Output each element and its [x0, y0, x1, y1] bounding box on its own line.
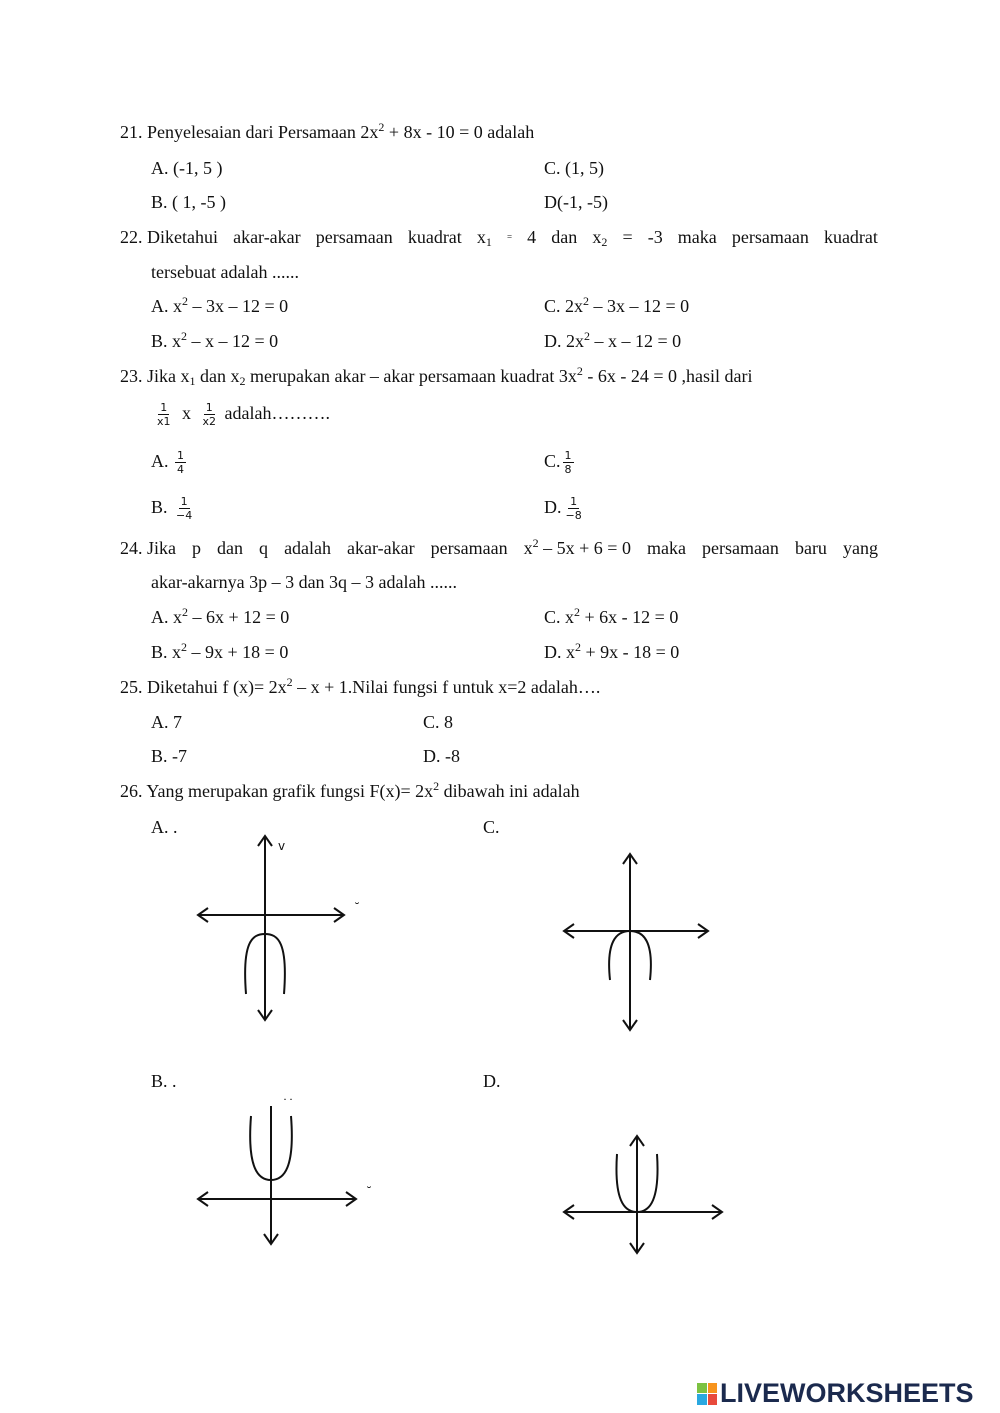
liveworksheets-logo-text: LIVEWORKSHEETS: [720, 1378, 974, 1408]
q21-stem: 21. Penyelesaian dari Persamaan $2x^2 + 8x - 10 = 0$ adalah: [120, 120, 535, 142]
q23-option-a[interactable]: A. $\frac{1}{4}$: [151, 449, 184, 477]
q23-stem-line1: 23. Jika $x_1$ dan $x_2$ merupakan akar – akar persamaan kuadrat $3x^2 - 6x - 24 = 0$ ,hasil dari: [120, 364, 753, 388]
q21-option-d[interactable]: D(-1, -5): [544, 192, 608, 212]
graph-option-c[interactable]: [560, 850, 740, 1035]
q24-stem-line2: akar-akarnya 3p – 3 dan 3q – 3 adalah ......: [151, 572, 458, 592]
q25-option-a[interactable]: A. 7: [151, 712, 182, 732]
q22-option-b[interactable]: B. $x^2 - x - 12 = 0$: [151, 329, 279, 351]
q24-stem-line1: 24. Jika p dan q adalah akar-akar persamaan $x^2 - 5x + 6 = 0$ maka persamaan baru yang: [120, 536, 878, 558]
q21-option-a[interactable]: A. (-1, 5 ): [151, 158, 223, 178]
q24-option-a[interactable]: A. $x^2 - 6x + 12 = 0$: [151, 605, 290, 627]
q23-stem-line2: $\frac{1}{x1}$ x $\frac{1}{x2}$ adalah……….: [157, 401, 330, 429]
q24-option-d[interactable]: D. $x^2 + 9x - 18 = 0$: [544, 640, 680, 662]
graph-option-b[interactable]: [192, 1097, 377, 1252]
q25-option-b[interactable]: B. -7: [151, 746, 187, 766]
q22-stem-line1: 22. Diketahui akar-akar persamaan kuadrat $x_1$ = 4 dan $x_2$ = -3 maka persamaan kuadrat: [120, 227, 878, 249]
liveworksheets-logo: [697, 1378, 974, 1409]
y-axis-label: ˙˙: [282, 1097, 294, 1111]
q22-option-c[interactable]: C. $2x^2 - 3x - 12 = 0$: [544, 294, 690, 316]
q26-option-c-label[interactable]: C.: [483, 817, 500, 837]
q22-option-a[interactable]: A. $x^2 - 3x - 12 = 0$: [151, 294, 289, 316]
graph-option-d[interactable]: [560, 1132, 730, 1257]
liveworksheets-logo-icon: [697, 1383, 717, 1405]
graph-option-a[interactable]: [190, 832, 370, 1032]
q22-option-d[interactable]: D. $2x^2 - x - 12 = 0$: [544, 329, 682, 351]
q21-option-c[interactable]: C. (1, 5): [544, 158, 604, 178]
q24-option-c[interactable]: C. $x^2 + 6x - 12 = 0$: [544, 605, 679, 627]
q26-option-a-label[interactable]: A. .: [151, 817, 178, 837]
fraction-1-over-x2: $\frac{1}{x2}$: [202, 401, 217, 429]
x-axis-label: ˘: [366, 1185, 372, 1199]
q24-option-b[interactable]: B. $x^2 - 9x + 18 = 0$: [151, 640, 289, 662]
q21-option-b[interactable]: B. ( 1, -5 ): [151, 192, 226, 212]
q23-option-b[interactable]: B. $\frac{1}{-4}$: [151, 495, 193, 523]
q23-option-c[interactable]: C. $\frac{1}{8}$: [544, 449, 572, 477]
x-axis-label: ˘: [354, 901, 360, 915]
q25-stem: 25. Diketahui f $(x)= 2x^2 - x$ + 1.Nilai fungsi f untuk x=2 adalah….: [120, 675, 601, 697]
q26-stem: 26. Yang merupakan grafik fungsi $F(x)= 2x^2$ dibawah ini adalah: [120, 779, 580, 801]
q26-option-b-label[interactable]: B. .: [151, 1071, 177, 1091]
fraction-1-over-x1: $\frac{1}{x1}$: [157, 401, 171, 429]
y-axis-label: v: [278, 839, 286, 853]
q23-option-d[interactable]: D. $\frac{1}{-8}$: [544, 495, 582, 523]
q25-option-d[interactable]: D. -8: [423, 746, 460, 766]
q22-stem-line2: tersebuat adalah ......: [151, 262, 299, 282]
q25-option-c[interactable]: C. 8: [423, 712, 454, 732]
q26-option-d-label[interactable]: D.: [483, 1071, 501, 1091]
